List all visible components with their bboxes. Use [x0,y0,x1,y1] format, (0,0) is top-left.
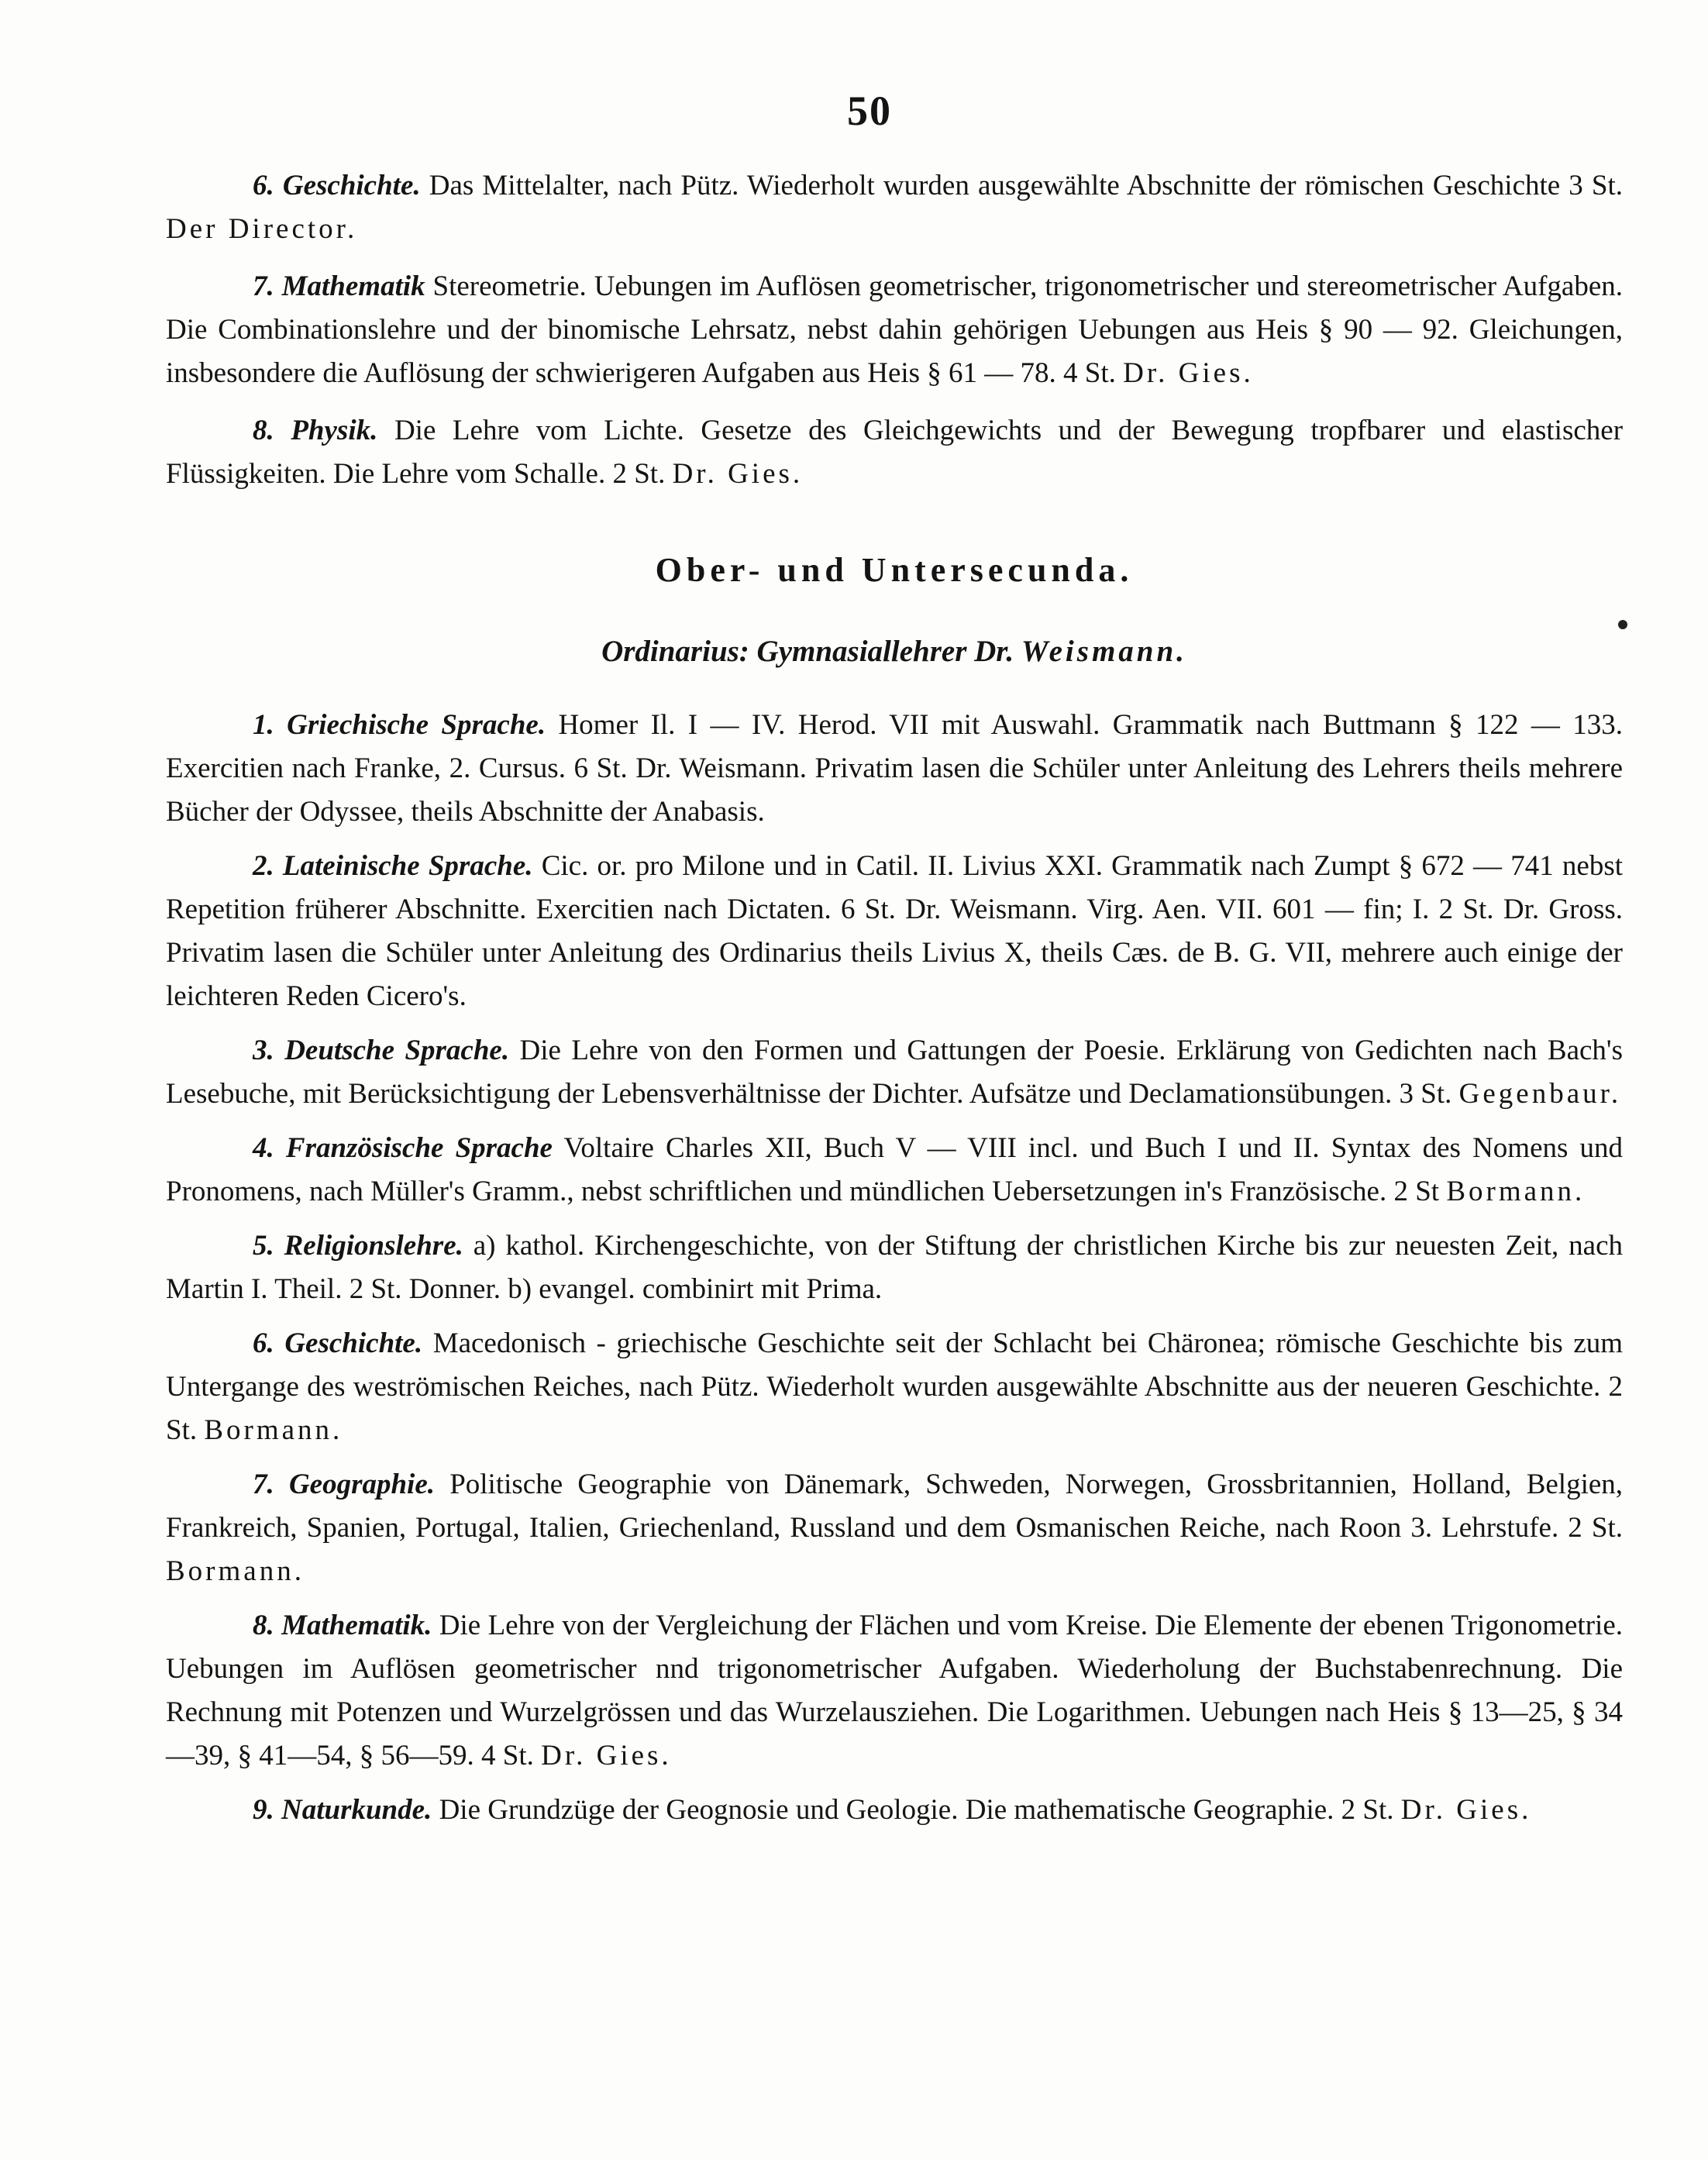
list-item: 2. Lateinische Sprache. Cic. or. pro Milone und in Catil. II. Livius XXI. Grammatik nach Zumpt § 672 — 741 nebst Repetition früherer Abschnitte. Exercitien nach Dictaten. 6 St. Dr. Weismann. Virg. Aen. VII. 601 — fin; I. 2 St. Dr. Gross. Privatim lasen die Schüler unter Anleitung des Ordinarius theils Livius X, theils Cæs. de B. G. VII, mehrere auch einige der leichteren Reden Cicero's. [166,850,1623,1012]
list-item: 6. Geschichte. Das Mittelalter, nach Pütz. Wiederholt wurden ausgewählte Abschnitte der römischen Geschichte 3 St. Der Director. [166,170,1624,245]
section-items [166,704,1623,1832]
list-item: 8. Physik. Die Lehre vom Lichte. Gesetze des Gleichgewichts und der Bewegung tropfbarer und elastischer Flüssigkeiten. Die Lehre vom Schalle. 2 St. Dr. Gies. [166,415,1624,490]
list-item: 8. Mathematik. Die Lehre von der Vergleichung der Flächen und vom Kreise. Die Elemente der ebenen Trigonometrie. Uebungen im Auflösen geometrischer nnd trigonometrischer Aufgaben. Wiederholung der Buchstabenrechnung. Die Rechnung mit Potenzen und Wurzelgrössen und das Wurzelausziehen. Die Logarithmen. Uebungen nach Heis § 13—25, § 34—39, § 41—54, § 56—59. 4 St. Dr. Gies. [166,1610,1623,1772]
stray-dot [1618,620,1627,629]
ordinarius-line: Ordinarius: Gymnasiallehrer Dr. Weismann. [601,635,1187,668]
list-item: 4. Französische Sprache Voltaire Charles XII, Buch V — VIII incl. und Buch I und II. Syntax des Nomens und Pronomens, nach Müller's Gramm., nebst schriftlichen und mündlichen Uebersetzungen in's Französische. 2 St Bormann. [166,1132,1624,1207]
list-item: 3. Deutsche Sprache. Die Lehre von den Formen und Gattungen der Poesie. Erklärung von Gedichten nach Bach's Lesebuche, mit Berücksichtigung der Lebensverhältnisse der Dichter. Aufsätze und Declamationsübungen. 3 St. Gegenbaur. [166,1035,1624,1110]
list-item: 5. Religionslehre. a) kathol. Kirchengeschichte, von der Stiftung der christlichen Kirche bis zur neuesten Zeit, nach Martin I. Theil. 2 St. Donner. b) evangel. combinirt mit Prima. [166,1230,1623,1305]
list-item: 6. Geschichte. Macedonisch - griechische Geschichte seit der Schlacht bei Chäronea; römische Geschichte bis zum Untergange des weströmischen Reiches, nach Pütz. Wiederholt wurden ausgewählte Abschnitte aus der neueren Geschichte. 2 St. Bormann. [166,1327,1624,1446]
list-item: 9. Naturkunde. Die Grundzüge der Geognosie und Geologie. Die mathematische Geographie. 2 St. Dr. Gies. [253,1794,1532,1826]
top-items [166,164,1623,496]
list-item: 1. Griechische Sprache. Homer Il. I — IV. Herod. VII mit Auswahl. Grammatik nach Buttmann § 122 — 133. Exercitien nach Franke, 2. Cursus. 6 St. Dr. Weismann. Privatim lasen die Schüler unter Anleitung des Lehrers theils mehrere Bücher der Odyssee, theils Abschnitte der Anabasis. [166,709,1624,828]
list-item: 7. Mathematik Stereometrie. Uebungen im Auflösen geometrischer, trigonometrischer und stereometrischer Aufgaben. Die Combinationslehre und der binomische Lehrsatz, nebst dahin gehörigen Uebungen aus Heis § 90 — 92. Gleichungen, insbesondere die Auflösung der schwierigeren Aufgaben aus Heis § 61 — 78. 4 St. Dr. Gies. [166,270,1623,389]
list-item: 7. Geographie. Politische Geographie von Dänemark, Schweden, Norwegen, Grossbritannien, Holland, Belgien, Frankreich, Spanien, Portugal, Italien, Griechenland, Russland und dem Osmanischen Reiche, nach Roon 3. Lehrstufe. 2 St. Bormann. [166,1469,1624,1587]
page-number: 50 [847,88,892,134]
section-heading: Ober- und Untersecunda. [655,551,1134,589]
